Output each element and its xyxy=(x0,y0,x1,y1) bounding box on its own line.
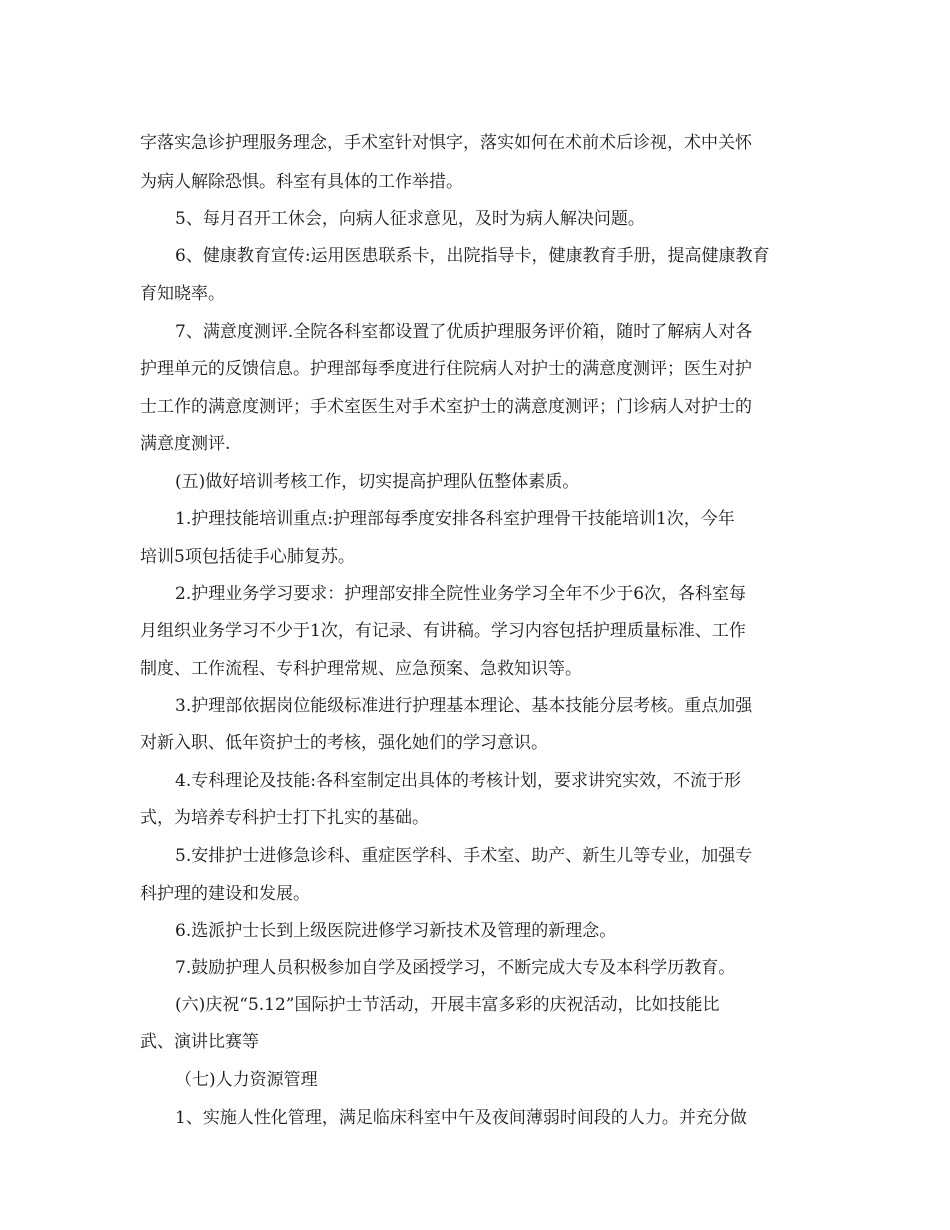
text-line: 月组织业务学习不少于1次，有记录、有讲稿。学习内容包括护理质量标准、工作 xyxy=(140,621,746,641)
section-heading: (六)庆祝“5.12”国际护士节活动，开展丰富多彩的庆祝活动，比如技能比 xyxy=(175,995,720,1015)
text-line: 2.护理业务学习要求：护理部安排全院性业务学习全年不少于6次，各科室每 xyxy=(175,584,747,604)
text-line: 5.安排护士进修急诊科、重症医学科、手术室、助产、新生儿等专业，加强专 xyxy=(175,846,753,866)
text-line: 科护理的建设和发展。 xyxy=(140,884,310,904)
text-line: 7、满意度测评.全院各科室都设置了优质护理服务评价箱，随时了解病人对各 xyxy=(175,322,753,342)
text-line: 为病人解除恐惧。科室有具体的工作举措。 xyxy=(140,172,463,192)
text-line: 5、每月召开工休会，向病人征求意见，及时为病人解决问题。 xyxy=(175,209,645,229)
text-line: 4.专科理论及技能:各科室制定出具体的考核计划，要求讲究实效，不流于形 xyxy=(175,771,741,791)
text-line: 武、演讲比赛等 xyxy=(140,1032,259,1052)
text-line: 3.护理部依据岗位能级标准进行护理基本理论、基本技能分层考核。重点加强 xyxy=(175,696,753,716)
text-line: 6、健康教育宣传:运用医患联系卡，出院指导卡，健康教育手册，提高健康教育 xyxy=(175,246,770,266)
text-line: 式，为培养专科护士打下扎实的基础。 xyxy=(140,808,429,828)
text-line: 培训5项包括徒手心肺复苏。 xyxy=(140,547,355,567)
text-line: 7.鼓励护理人员积极参加自学及函授学习，不断完成大专及本科学历教育。 xyxy=(175,958,736,978)
text-line: 6.选派护士长到上级医院进修学习新技术及管理的新理念。 xyxy=(175,921,617,941)
text-line: 制度、工作流程、专科护理常规、应急预案、急救知识等。 xyxy=(140,659,582,679)
text-line: 满意度测评. xyxy=(140,434,231,454)
text-line: 育知晓率。 xyxy=(140,284,225,304)
text-line: 字落实急诊护理服务理念，手术室针对惧字，落实如何在术前术后诊视，术中关怀 xyxy=(140,133,752,153)
text-line: 1、实施人性化管理，满足临床科室中午及夜间薄弱时间段的人力。并充分做 xyxy=(175,1108,747,1128)
section-heading: (五)做好培训考核工作，切实提高护理队伍整体素质。 xyxy=(175,472,580,492)
text-line: 1.护理技能培训重点:护理部每季度安排各科室护理骨干技能培训1次，今年 xyxy=(175,509,735,529)
text-line: 护理单元的反馈信息。护理部每季度进行住院病人对护士的满意度测评；医生对护 xyxy=(140,359,752,379)
section-heading: （七)人力资源管理 xyxy=(175,1070,318,1090)
text-line: 士工作的满意度测评；手术室医生对手术室护士的满意度测评；门诊病人对护士的 xyxy=(140,397,752,417)
text-line: 对新入职、低年资护士的考核，强化她们的学习意识。 xyxy=(140,733,548,753)
